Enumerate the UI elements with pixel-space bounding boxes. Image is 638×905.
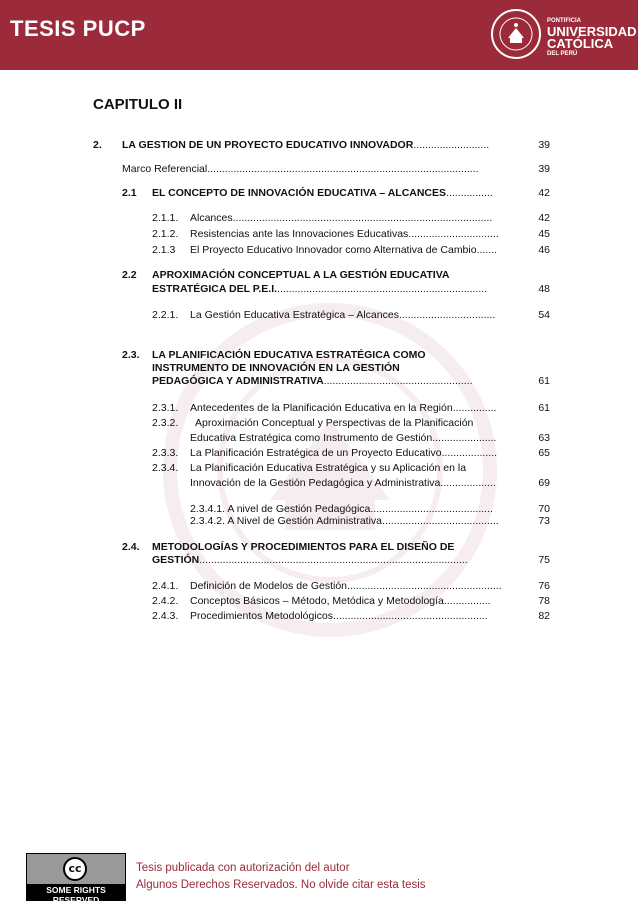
toc-dots: ............................... bbox=[408, 228, 499, 240]
toc-item-marco[interactable] bbox=[122, 163, 479, 175]
toc-item-2-3-line3[interactable] bbox=[152, 375, 473, 387]
toc-number: 2.1.3 bbox=[152, 244, 176, 256]
toc-page: 45 bbox=[538, 228, 550, 240]
chapter-title: CAPITULO II bbox=[93, 96, 183, 113]
toc-page: 46 bbox=[538, 244, 550, 256]
toc-dots: ................................. bbox=[398, 309, 496, 321]
toc-item-2-1-2[interactable] bbox=[190, 228, 499, 240]
toc-number: 2.2 bbox=[122, 269, 137, 281]
toc-text: 2.3.4.1. A nivel de Gestión Pedagógica bbox=[190, 503, 371, 515]
toc-text: Marco Referencial bbox=[122, 163, 208, 175]
toc-number: 2.1 bbox=[122, 187, 137, 199]
toc-number: 2.3.3. bbox=[152, 447, 179, 459]
toc-item-2-3-4-2[interactable] bbox=[190, 515, 499, 527]
toc-dots: .......................... bbox=[413, 139, 490, 151]
toc-page: 39 bbox=[538, 163, 550, 175]
toc-text: La Planificación Estratégica de un Proyecto Educativo bbox=[190, 447, 442, 459]
toc-item-2-3-4-line1[interactable]: La Planificación Educativa Estratégica y su Aplicación en la bbox=[190, 462, 467, 474]
toc-dots: .......................................... bbox=[370, 503, 493, 515]
cc-icon: cc bbox=[63, 857, 87, 881]
toc-item-2[interactable] bbox=[122, 139, 489, 151]
toc-item-2-3-2-line1[interactable]: Aproximación Conceptual y Perspectivas de la Planificación bbox=[195, 417, 474, 429]
toc-dots: ............... bbox=[452, 402, 497, 414]
header-title: TESIS PUCP bbox=[10, 16, 146, 41]
toc-text: Antecedentes de la Planificación Educativa en la Región bbox=[190, 402, 453, 414]
toc-item-2-3-line2[interactable]: INSTRUMENTO DE INNOVACIÓN EN LA GESTIÓN bbox=[152, 362, 400, 374]
toc-page: 61 bbox=[538, 375, 550, 387]
toc-dots: ............................................................................................. bbox=[207, 163, 479, 175]
toc-item-2-4-line1[interactable]: METODOLOGÍAS Y PROCEDIMIENTOS PARA EL DISEÑO DE bbox=[152, 541, 455, 553]
toc-text: El Proyecto Educativo Innovador como Alternativa de Cambio bbox=[190, 244, 477, 256]
toc-item-2-3-4-line2[interactable] bbox=[190, 477, 496, 489]
toc-dots: ..................................................... bbox=[333, 610, 488, 622]
toc-text: Alcances bbox=[190, 212, 233, 224]
toc-page: 70 bbox=[538, 503, 550, 515]
university-line2: UNIVERSIDAD bbox=[547, 24, 637, 39]
toc-page: 63 bbox=[538, 432, 550, 444]
toc-number: 2.3.1. bbox=[152, 402, 179, 414]
toc-item-2-3-3[interactable] bbox=[190, 447, 497, 459]
footer-line-1: Tesis publicada con autorización del autor bbox=[136, 862, 350, 874]
toc-dots: ................... bbox=[440, 477, 496, 489]
toc-dots: ...................... bbox=[432, 432, 497, 444]
toc-number: 2.1.1. bbox=[152, 212, 179, 224]
cc-label: SOME RIGHTS RESERVED bbox=[46, 885, 106, 905]
toc-dots: ....... bbox=[476, 244, 497, 256]
toc-page: 61 bbox=[538, 402, 550, 414]
toc-page: 48 bbox=[538, 283, 550, 295]
toc-number: 2.1.2. bbox=[152, 228, 179, 240]
toc-text: Educativa Estratégica como Instrumento de Gestión bbox=[190, 432, 433, 444]
toc-text: La Gestión Educativa Estratégica – Alcances bbox=[190, 309, 399, 321]
toc-item-2-3-4-1[interactable] bbox=[190, 503, 493, 515]
toc-item-2-2-line1[interactable]: APROXIMACIÓN CONCEPTUAL A LA GESTIÓN EDUCATIVA bbox=[152, 269, 450, 281]
toc-number: 2.3. bbox=[122, 349, 140, 361]
toc-text: Procedimientos Metodológicos bbox=[190, 610, 333, 622]
toc-text: EL CONCEPTO DE INNOVACIÓN EDUCATIVA – ALCANCES bbox=[152, 187, 447, 199]
toc-item-2-3-line1[interactable]: LA PLANIFICACIÓN EDUCATIVA ESTRATÉGICA COMO bbox=[152, 349, 426, 361]
toc-dots: ................ bbox=[443, 595, 491, 607]
creative-commons-badge[interactable] bbox=[26, 853, 126, 905]
university-line1: PONTIFICIA bbox=[547, 18, 581, 24]
toc-page: 78 bbox=[538, 595, 550, 607]
toc-page: 76 bbox=[538, 580, 550, 592]
university-line3: CATÓLICA bbox=[547, 36, 614, 51]
toc-text: GESTIÓN bbox=[152, 554, 200, 566]
toc-page: 82 bbox=[538, 610, 550, 622]
toc-dots: ........................................................................ bbox=[277, 283, 488, 295]
toc-page: 42 bbox=[538, 187, 550, 199]
toc-item-2-2-line2[interactable] bbox=[152, 283, 487, 295]
toc-text: PEDAGÓGICA Y ADMINISTRATIVA bbox=[152, 375, 324, 387]
toc-dots: ................ bbox=[446, 187, 493, 199]
toc-dots: ................... bbox=[441, 447, 498, 459]
toc-text: Conceptos Básicos – Método, Metódica y Metodología bbox=[190, 595, 444, 607]
toc-text: LA GESTION DE UN PROYECTO EDUCATIVO INNOVADOR bbox=[122, 139, 414, 151]
toc-number: 2.3.4. bbox=[152, 462, 179, 474]
toc-item-2-4-2[interactable] bbox=[190, 595, 491, 607]
toc-item-2-4-3[interactable] bbox=[190, 610, 488, 622]
toc-page: 39 bbox=[538, 139, 550, 151]
toc-number: 2.3.2. bbox=[152, 417, 179, 429]
toc-page: 75 bbox=[538, 554, 550, 566]
toc-number: 2.2.1. bbox=[152, 309, 179, 321]
toc-item-2-1[interactable] bbox=[152, 187, 493, 199]
toc-item-2-2-1[interactable] bbox=[190, 309, 495, 321]
toc-dots: ........................................ bbox=[382, 515, 499, 527]
toc-text: Definición de Modelos de Gestión bbox=[190, 580, 348, 592]
toc-page: 65 bbox=[538, 447, 550, 459]
toc-text: 2.3.4.2. A Nivel de Gestión Administrativa bbox=[190, 515, 383, 527]
toc-text: ESTRATÉGICA DEL P.E.I. bbox=[152, 283, 278, 295]
toc-page: 73 bbox=[538, 515, 550, 527]
toc-number: 2.4.2. bbox=[152, 595, 179, 607]
toc-item-2-4-line2[interactable] bbox=[152, 554, 468, 566]
toc-number: 2.4. bbox=[122, 541, 140, 553]
university-line4: DEL PERÚ bbox=[547, 51, 578, 57]
toc-dots: ............................................................................................ bbox=[199, 554, 468, 566]
toc-number: 2.4.1. bbox=[152, 580, 179, 592]
toc-item-2-3-2-line2[interactable] bbox=[190, 432, 496, 444]
toc-text: Innovación de la Gestión Pedagógica y Administrativa bbox=[190, 477, 441, 489]
toc-item-2-4-1[interactable] bbox=[190, 580, 502, 592]
toc-text: Resistencias ante las Innovaciones Educativas bbox=[190, 228, 409, 240]
toc-dots: ......................................................................................... bbox=[232, 212, 493, 224]
toc-dots: ................................................... bbox=[323, 375, 473, 387]
toc-page: 54 bbox=[538, 309, 550, 321]
cc-badge-top bbox=[27, 854, 125, 884]
toc-dots: ..................................................... bbox=[347, 580, 502, 592]
toc-item-2-1-1[interactable] bbox=[190, 212, 492, 224]
toc-item-2-3-1[interactable] bbox=[190, 402, 496, 414]
toc-page: 42 bbox=[538, 212, 550, 224]
toc-item-2-number: 2. bbox=[93, 139, 102, 151]
toc-page: 69 bbox=[538, 477, 550, 489]
toc-item-2-1-3[interactable] bbox=[190, 244, 497, 256]
toc-number: 2.4.3. bbox=[152, 610, 179, 622]
footer-line-2: Algunos Derechos Reservados. No olvide citar esta tesis bbox=[136, 879, 426, 891]
